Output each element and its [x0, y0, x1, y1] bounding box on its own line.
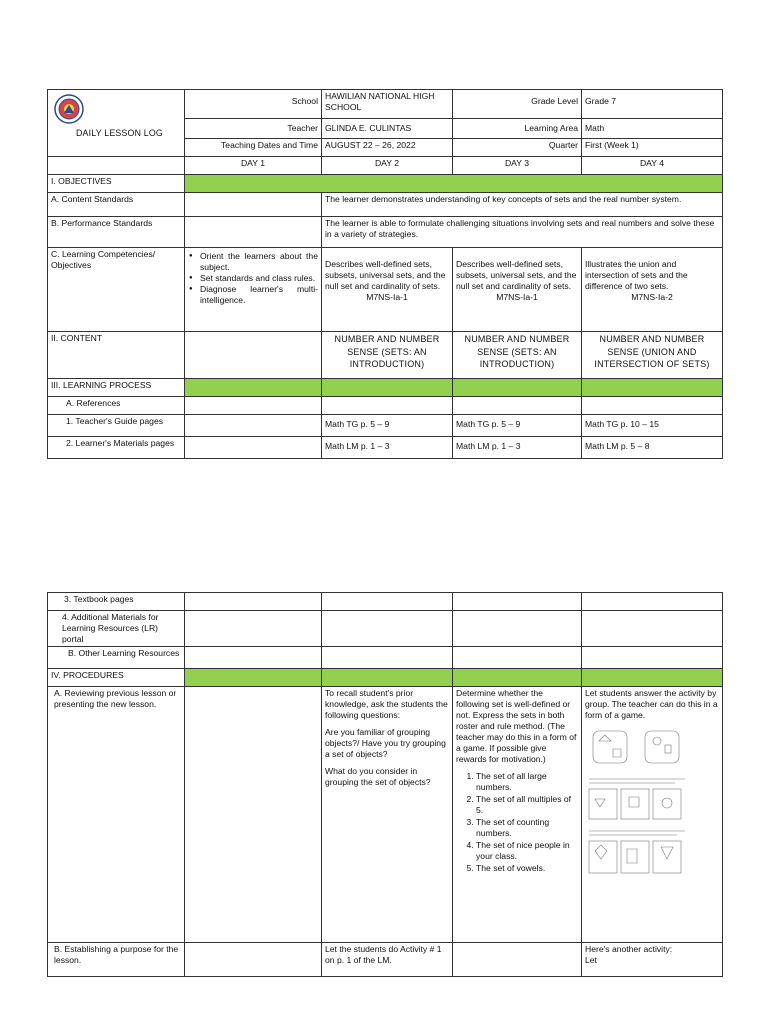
lm-day2: Math LM p. 1 – 3 — [322, 437, 453, 459]
day-1-header: DAY 1 — [185, 157, 322, 175]
competency-code: M7NS-Ia-1 — [366, 292, 408, 302]
list-item: ● Orient the learners about the subject. — [198, 251, 318, 273]
additional-materials-label: 4. Additional Materials for Learning Resources (LR) portal — [48, 611, 185, 647]
paragraph: What do you consider in grouping the set of objects? — [325, 766, 431, 787]
competency-text: Illustrates the union and intersection of sets and the difference of two sets. — [585, 259, 688, 291]
lm-day4: Math LM p. 5 – 8 — [582, 437, 723, 459]
green-fill — [322, 379, 453, 397]
blank-cell — [322, 611, 453, 647]
blank-cell — [453, 611, 582, 647]
blank-cell — [322, 397, 453, 415]
content-day2: NUMBER AND NUMBER SENSE (SETS: AN INTRODUCTION) — [322, 332, 453, 379]
deped-seal-icon — [54, 94, 84, 124]
day4-reviewing — [582, 687, 723, 943]
textbook-label: 3. Textbook pages — [48, 593, 185, 611]
blank-cell — [185, 943, 322, 977]
list-item: ● Diagnose learner's multi-intelligence. — [198, 284, 318, 306]
other-resources-label: B. Other Learning Resources — [48, 647, 185, 669]
page-title: DAILY LESSON LOG — [76, 128, 163, 138]
list-item: 3. The set of counting numbers. — [476, 817, 578, 839]
green-fill — [453, 669, 582, 687]
list-item: 5. The set of vowels. — [476, 863, 578, 874]
blank-cell — [185, 437, 322, 459]
competencies-label: C. Learning Competencies/ Objectives — [48, 248, 185, 332]
green-fill — [185, 379, 322, 397]
tg-day2: Math TG p. 5 – 9 — [322, 415, 453, 437]
day4-competency — [582, 248, 723, 332]
grade-value: Grade 7 — [582, 90, 723, 119]
blank-cell — [185, 611, 322, 647]
content-standards-text: The learner demonstrates understanding of key concepts of sets and the real number system. — [322, 193, 723, 217]
green-fill — [322, 669, 453, 687]
list-item: 2. The set of all multiples of 5. — [476, 794, 578, 816]
competency-text: Describes well-defined sets, subsets, universal sets, and the null set and cardinality of sets. — [325, 259, 446, 291]
day-3-header: DAY 3 — [453, 157, 582, 175]
dates-label: Teaching Dates and Time — [185, 139, 322, 157]
blank-cell — [453, 397, 582, 415]
content-day4: NUMBER AND NUMBER SENSE (UNION AND INTERSECTION OF SETS) — [582, 332, 723, 379]
dates-value: AUGUST 22 – 26, 2022 — [322, 139, 453, 157]
content-standards-label: A. Content Standards — [48, 193, 185, 217]
day3-reviewing — [453, 687, 582, 943]
paragraph: Let students answer the activity by group. The teacher can do this in a form of a game. — [585, 688, 718, 720]
day1-competencies — [185, 248, 322, 332]
blank-cell — [185, 332, 322, 379]
green-fill — [453, 379, 582, 397]
competency-text: Describes well-defined sets, subsets, universal sets, and the null set and cardinality of sets. — [456, 259, 577, 291]
area-label: Learning Area — [453, 119, 582, 139]
day-2-header: DAY 2 — [322, 157, 453, 175]
day2-competency — [322, 248, 453, 332]
teacher-label: Teacher — [185, 119, 322, 139]
establishing-label: B. Establishing a purpose for the lesson. — [48, 943, 185, 977]
blank-cell — [185, 687, 322, 943]
grade-label: Grade Level — [453, 90, 582, 119]
header-logo-cell — [48, 90, 185, 157]
lesson-log-table-2 — [47, 592, 723, 977]
green-fill — [582, 669, 723, 687]
blank-cell — [582, 611, 723, 647]
blank-cell — [185, 397, 322, 415]
performance-standards-text: The learner is able to formulate challenging situations involving sets and real numbers and solve these in a variety of strategies. — [322, 217, 723, 248]
school-value: HAWILIAN NATIONAL HIGH SCHOOL — [322, 90, 453, 119]
day2-reviewing — [322, 687, 453, 943]
area-value: Math — [582, 119, 723, 139]
list-item: 1. The set of all large numbers. — [476, 771, 578, 793]
paragraph: Let — [585, 955, 597, 965]
quarter-label: Quarter — [453, 139, 582, 157]
blank-cell — [185, 193, 322, 217]
tg-day3: Math TG p. 5 – 9 — [453, 415, 582, 437]
blank-cell — [582, 397, 723, 415]
blank-cell — [453, 593, 582, 611]
paragraph: Are you familiar of grouping objects?/ Have you try grouping a set of objects? — [325, 727, 446, 759]
blank-cell — [322, 593, 453, 611]
blank-cell — [582, 593, 723, 611]
blank-cell — [582, 647, 723, 669]
procedures-heading: IV. PROCEDURES — [48, 669, 185, 687]
competency-code: M7NS-Ia-2 — [631, 292, 673, 302]
blank-cell — [185, 415, 322, 437]
establishing-day4 — [582, 943, 723, 977]
lm-day3: Math LM p. 1 – 3 — [453, 437, 582, 459]
objectives-fill — [185, 175, 723, 193]
activity-worksheet-image — [585, 727, 691, 887]
paragraph: To recall student's prior knowledge, ask the students the following questions: — [325, 688, 448, 720]
worksheet-figure-icon — [585, 727, 691, 887]
performance-standards-label: B. Performance Standards — [48, 217, 185, 248]
green-fill — [185, 669, 322, 687]
list-item: ● Set standards and class rules. — [198, 273, 318, 284]
tg-label: 1. Teacher's Guide pages — [48, 415, 185, 437]
blank-cell — [453, 647, 582, 669]
content-label: II. CONTENT — [48, 332, 185, 379]
green-fill — [582, 379, 723, 397]
school-label: School — [185, 90, 322, 119]
blank-cell — [185, 647, 322, 669]
blank-cell — [322, 647, 453, 669]
teacher-value: GLINDA E. CULINTAS — [322, 119, 453, 139]
learning-process-heading: III. LEARNING PROCESS — [48, 379, 185, 397]
paragraph: Determine whether the following set is well-defined or not. Express the sets in both roster and rule method. (The teacher may do this in a form of a game. If possible give rewards for motivation.) — [456, 688, 577, 764]
lm-label: 2. Learner's Materials pages — [48, 437, 185, 459]
establishing-day2: Let the students do Activity # 1 on p. 1 of the LM. — [322, 943, 453, 977]
blank-cell — [185, 593, 322, 611]
reviewing-label: A. Reviewing previous lesson or presenting the new lesson. — [48, 687, 185, 943]
day-4-header: DAY 4 — [582, 157, 723, 175]
blank-cell — [48, 157, 185, 175]
quarter-value: First (Week 1) — [582, 139, 723, 157]
tg-day4: Math TG p. 10 – 15 — [582, 415, 723, 437]
references-label: A. References — [48, 397, 185, 415]
numbered-list — [456, 771, 578, 874]
paragraph: Here's another activity: — [585, 944, 673, 954]
content-day3: NUMBER AND NUMBER SENSE (SETS: AN INTRODUCTION) — [453, 332, 582, 379]
blank-cell — [453, 943, 582, 977]
day1-bullet-list — [188, 251, 318, 306]
blank-cell — [185, 217, 322, 248]
competency-code: M7NS-Ia-1 — [496, 292, 538, 302]
lesson-log-table-1 — [47, 89, 723, 459]
list-item: 4. The set of nice people in your class. — [476, 840, 578, 862]
day3-competency — [453, 248, 582, 332]
objectives-heading: I. OBJECTIVES — [48, 175, 185, 193]
